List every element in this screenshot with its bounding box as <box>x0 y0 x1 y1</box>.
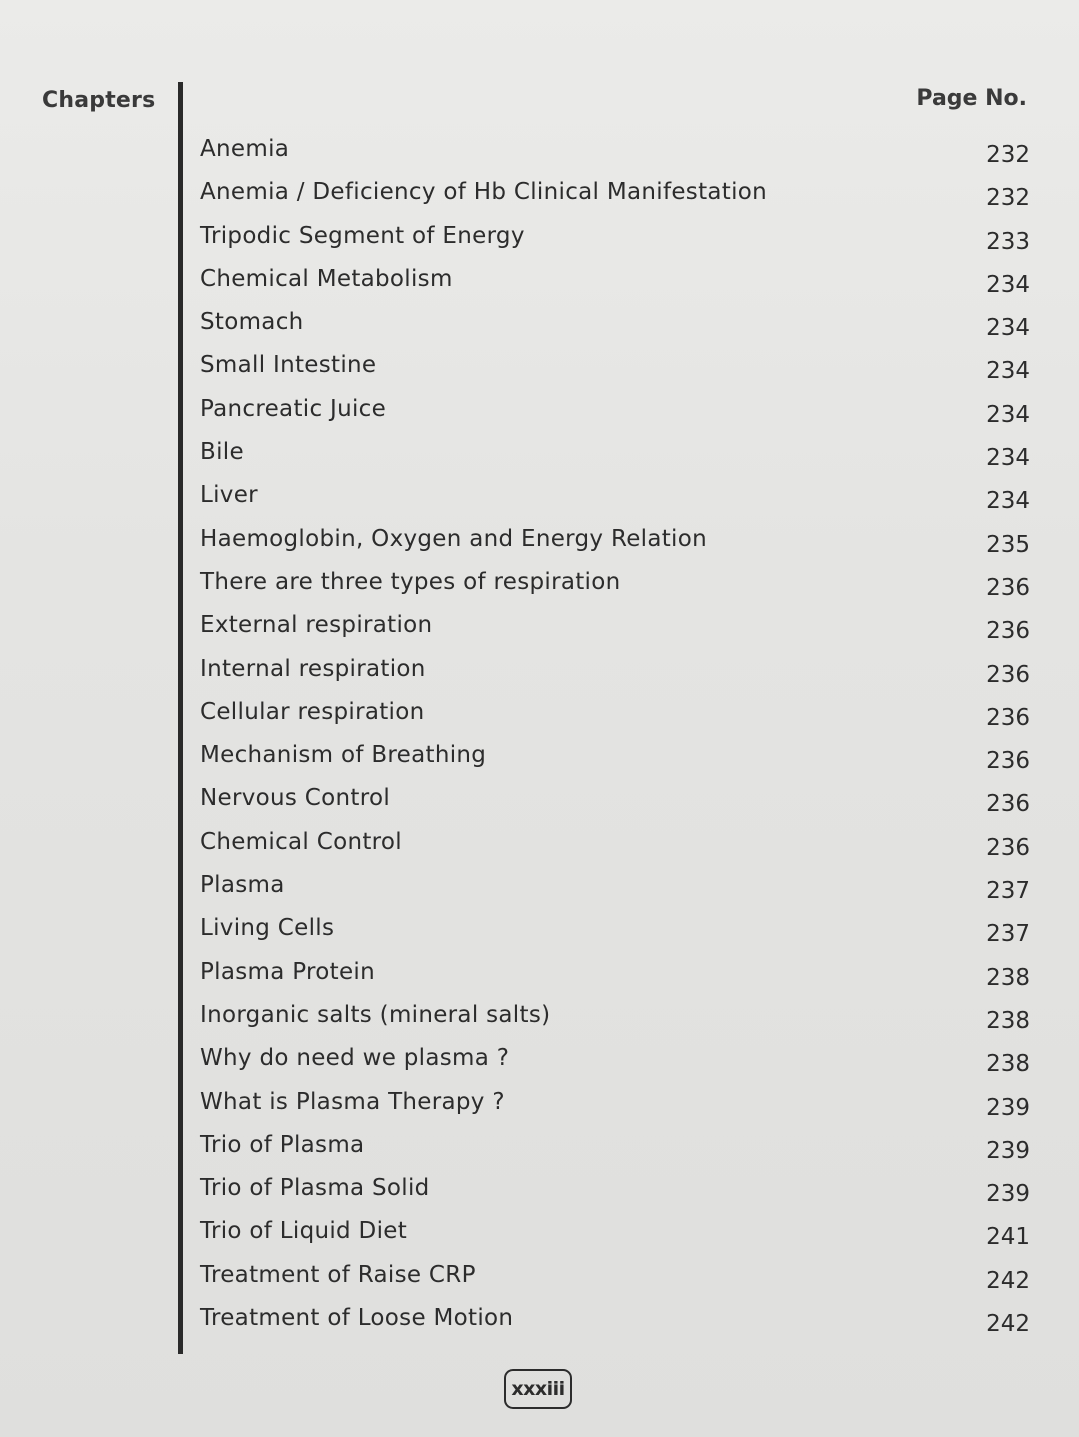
toc-entry <box>200 396 1030 439</box>
toc-entry <box>200 785 1030 828</box>
toc-entry <box>200 742 1030 785</box>
toc-entry <box>200 872 1030 915</box>
chapters-heading: Chapters <box>42 88 156 113</box>
toc-entry-page: 236 <box>986 661 1030 688</box>
toc-entry <box>200 1002 1030 1045</box>
toc-entry <box>200 223 1030 266</box>
toc-entry-title: Internal respiration <box>200 655 426 682</box>
toc-entry-title: There are three types of respiration <box>200 568 621 595</box>
toc-entry <box>200 526 1030 569</box>
toc-entry <box>200 959 1030 1002</box>
toc-entry <box>200 1045 1030 1088</box>
toc-entry-page: 237 <box>986 921 1030 948</box>
toc-entry <box>200 699 1030 742</box>
page-number-badge: xxxiii <box>504 1369 572 1409</box>
toc-entry-page: 239 <box>986 1094 1030 1121</box>
toc-entry <box>200 1218 1030 1261</box>
toc-entry-title: Pancreatic Juice <box>200 395 387 422</box>
toc-entry-title: Trio of Plasma Solid <box>200 1175 430 1202</box>
toc-entry-page: 232 <box>986 142 1030 168</box>
toc-entry <box>200 1175 1030 1218</box>
toc-entry-title: External respiration <box>200 612 433 639</box>
toc-entry-page: 238 <box>986 1007 1030 1034</box>
toc-entry-title: Cellular respiration <box>200 698 425 725</box>
page-number-heading: Page No. <box>916 86 1027 111</box>
toc-entry-page: 237 <box>986 878 1030 905</box>
toc-entry-title: Anemia <box>200 136 290 162</box>
toc-entry <box>200 482 1030 525</box>
toc-entry <box>200 309 1030 352</box>
toc-entry-title: Mechanism of Breathing <box>200 742 487 769</box>
toc-list <box>200 136 1030 1348</box>
toc-entry-title: Anemia / Deficiency of Hb Clinical Manifestation <box>200 179 768 206</box>
toc-entry <box>200 569 1030 612</box>
toc-entry <box>200 1262 1030 1305</box>
toc-entry-title: Plasma <box>200 872 285 899</box>
toc-entry-title: Chemical Metabolism <box>200 265 453 292</box>
toc-entry-page: 233 <box>986 228 1030 255</box>
toc-entry <box>200 915 1030 958</box>
toc-entry-title: Tripodic Segment of Energy <box>200 222 525 249</box>
toc-entry-page: 236 <box>986 791 1030 818</box>
toc-entry-page: 234 <box>986 445 1030 472</box>
toc-entry-page: 238 <box>986 1051 1030 1078</box>
vertical-divider <box>178 82 183 1354</box>
toc-entry-page: 239 <box>986 1181 1030 1208</box>
toc-entry-page: 236 <box>986 748 1030 775</box>
toc-entry-page: 234 <box>986 271 1030 298</box>
toc-entry-page: 234 <box>986 488 1030 515</box>
toc-entry-page: 236 <box>986 834 1030 861</box>
toc-entry <box>200 439 1030 482</box>
toc-entry <box>200 136 1030 179</box>
toc-entry <box>200 1305 1030 1348</box>
toc-entry <box>200 1089 1030 1132</box>
toc-entry-title: Inorganic salts (mineral salts) <box>200 1001 551 1028</box>
toc-entry <box>200 656 1030 699</box>
toc-entry-title: What is Plasma Therapy ? <box>200 1088 505 1115</box>
toc-entry-page: 239 <box>986 1137 1030 1164</box>
toc-entry-title: Treatment of Raise CRP <box>200 1261 476 1288</box>
toc-entry-title: Chemical Control <box>200 828 402 855</box>
toc-entry-title: Nervous Control <box>200 785 391 812</box>
toc-entry-page: 236 <box>986 704 1030 731</box>
toc-entry-page: 236 <box>986 574 1030 601</box>
toc-entry <box>200 352 1030 395</box>
toc-entry-title: Bile <box>200 439 244 466</box>
toc-entry-page: 242 <box>986 1311 1030 1338</box>
toc-entry-page: 232 <box>986 185 1030 212</box>
toc-entry-page: 242 <box>986 1267 1030 1294</box>
toc-entry-page: 234 <box>986 315 1030 342</box>
toc-entry-title: Small Intestine <box>200 352 377 379</box>
toc-entry <box>200 612 1030 655</box>
toc-entry-title: Plasma Protein <box>200 958 375 985</box>
toc-entry-title: Haemoglobin, Oxygen and Energy Relation <box>200 525 707 552</box>
toc-entry-title: Stomach <box>200 309 304 336</box>
toc-entry-page: 235 <box>986 531 1030 558</box>
toc-entry-title: Liver <box>200 482 258 509</box>
toc-entry-page: 241 <box>986 1224 1030 1251</box>
toc-entry-title: Why do need we plasma ? <box>200 1045 510 1072</box>
toc-entry-page: 234 <box>986 401 1030 428</box>
toc-entry-page: 234 <box>986 358 1030 385</box>
toc-entry-title: Treatment of Loose Motion <box>200 1305 514 1332</box>
toc-entry-page: 236 <box>986 618 1030 645</box>
toc-entry <box>200 266 1030 309</box>
toc-entry <box>200 1132 1030 1175</box>
toc-entry <box>200 829 1030 872</box>
toc-entry-title: Trio of Liquid Diet <box>200 1218 408 1245</box>
toc-entry-page: 238 <box>986 964 1030 991</box>
toc-entry-title: Trio of Plasma <box>200 1131 365 1158</box>
toc-entry <box>200 179 1030 222</box>
toc-entry-title: Living Cells <box>200 915 335 942</box>
